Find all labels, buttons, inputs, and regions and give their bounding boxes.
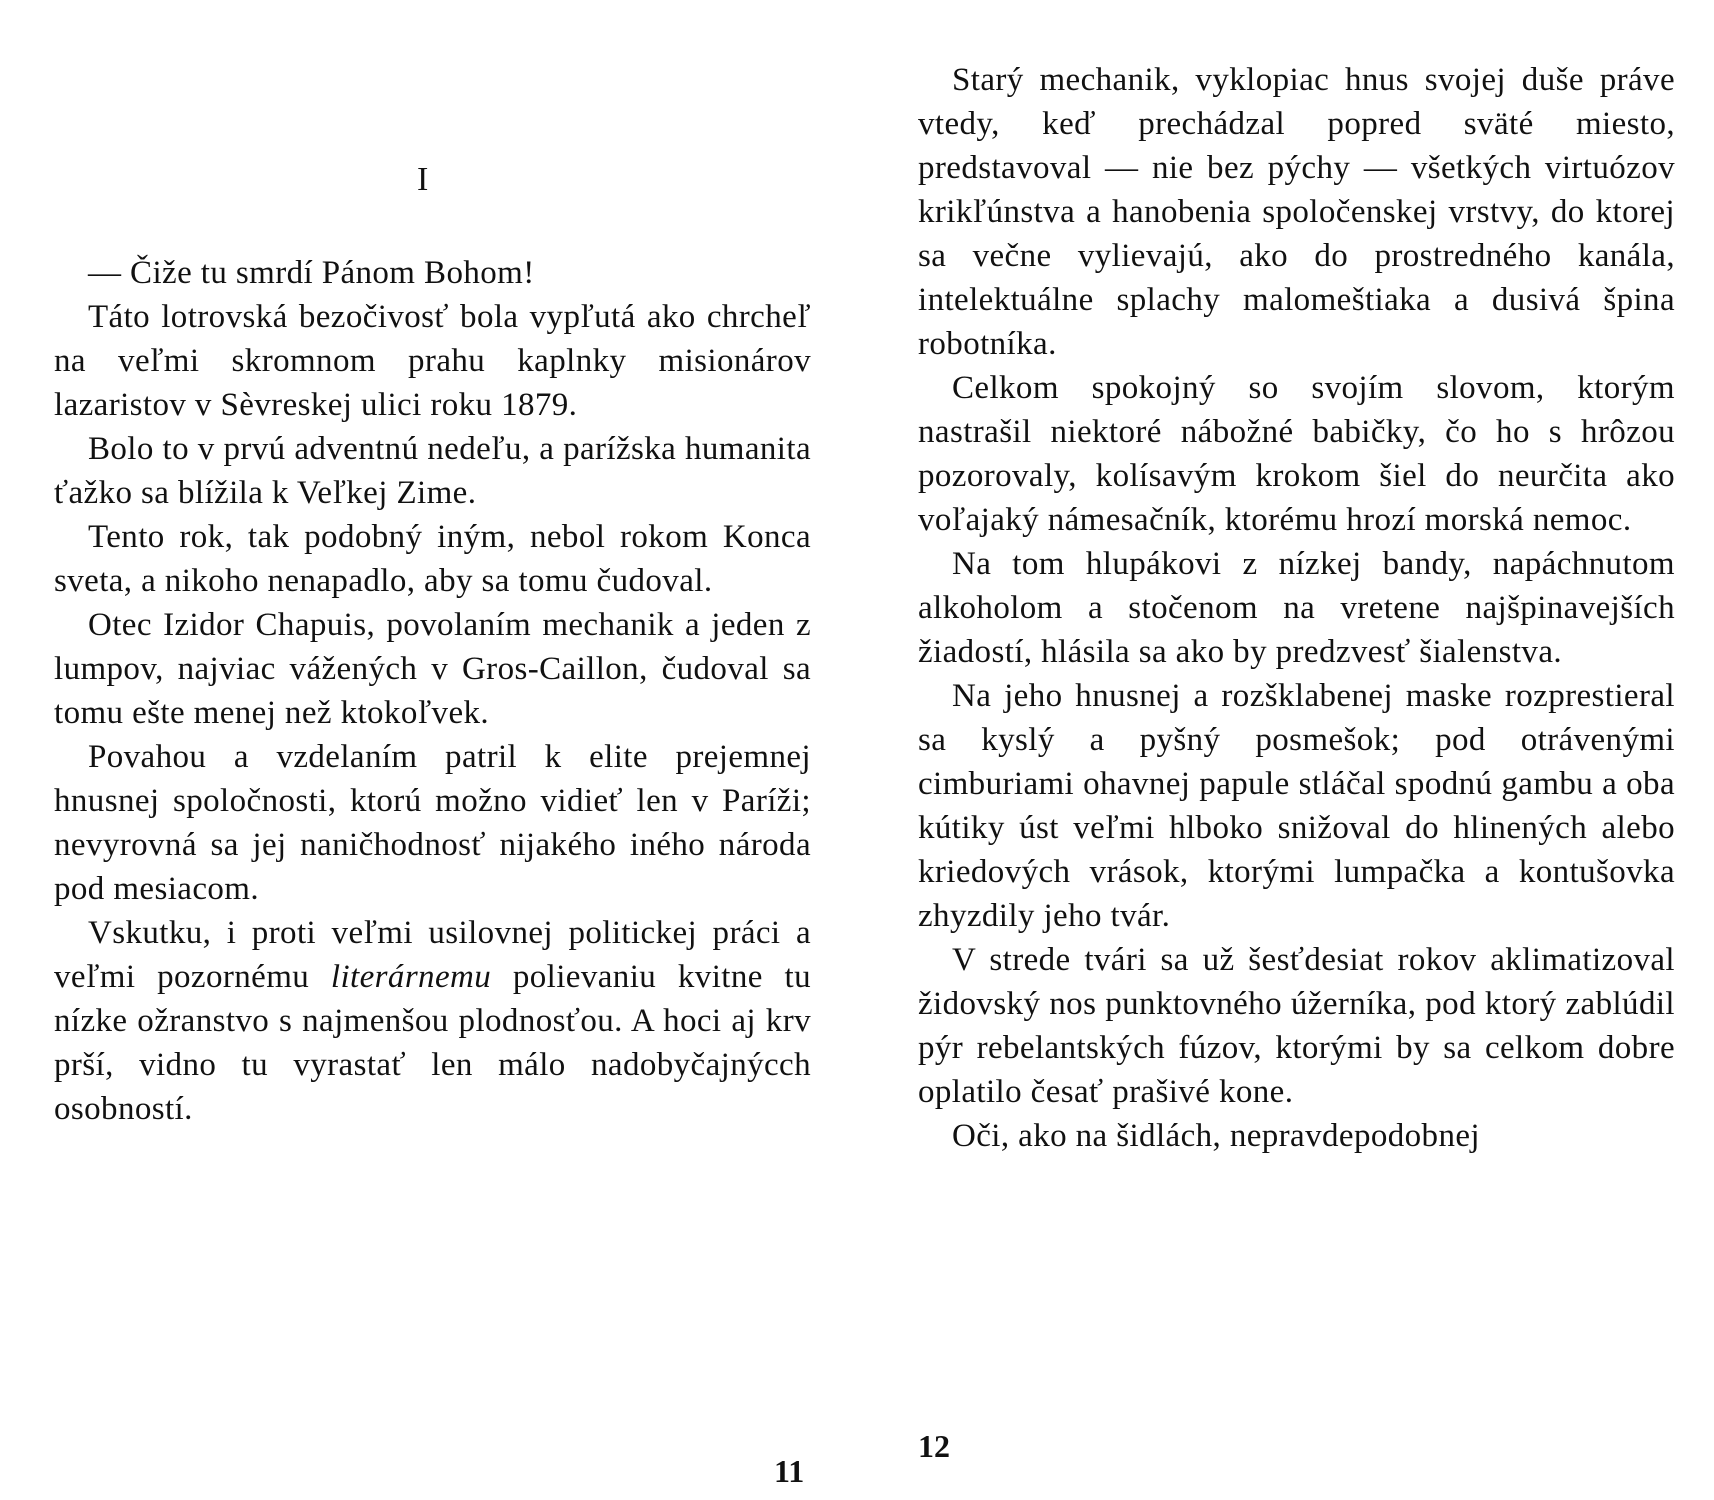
right-page-text xyxy=(918,58,1675,1158)
paragraph: V strede tvári sa už šesťdesiat rokov aklimatizoval židovský nos punktovného úžerníka, pod ktorý zablúdil pýr rebelantských fúzov, ktorými by sa celkom dobre oplatilo česať prašivé kone. xyxy=(918,942,1675,1110)
paragraph: Tento rok, tak podobný iným, nebol rokom Konca sveta, a nikoho nenapadlo, aby sa tomu čudoval. xyxy=(54,519,811,599)
paragraph-text: Vskutku, i proti veľmi usilovnej politickej práci a veľmi pozornému xyxy=(54,915,811,995)
page-number: 11 xyxy=(774,1453,805,1489)
paragraph: Táto lotrovská bezočivosť bola vypľutá ako chrcheľ na veľmi skromnom prahu kaplnky misionárov lazaristov v Sèvreskej ulici roku 1879. xyxy=(54,299,811,423)
paragraph: Bolo to v prvú adventnú nedeľu, a parížska humanita ťažko sa blížila k Veľkej Zime. xyxy=(54,431,811,511)
paragraph xyxy=(54,911,811,1131)
paragraph: Na jeho hnusnej a rozšklabenej maske rozprestieral sa kyslý a pyšný posmešok; pod otrávenými cimburiami ohavnej papule stláčal spodnú gambu a oba kútiky úst veľmi hlboko snižoval do hlinených alebo kriedových vrások, ktorými lumpačka a kontušovka zhyzdily jeho tvár. xyxy=(918,678,1675,934)
paragraph: — Čiže tu smrdí Pánom Bohom! xyxy=(88,255,535,291)
paragraph: Oči, ako na šidlách, nepravdepodobnej xyxy=(952,1118,1480,1154)
paragraph: Na tom hlupákovi z nízkej bandy, napáchnutom alkoholom a stočenom na vretene najšpinavejších žiadostí, hlásila sa ako by predzvesť šialenstva. xyxy=(918,546,1675,670)
paragraph: Otec Izidor Chapuis, povolaním mechanik a jeden z lumpov, najviac vážených v Gros-Caillon, čudoval sa tomu ešte menej než ktokoľvek. xyxy=(54,607,811,731)
paragraph-text: polievaniu kvitne tu nízke ožranstvo s najmenšou plodnosťou. A hoci aj krv prší, vidno tu vyrastať len málo nadobyčajnýcch osobností. xyxy=(54,959,811,1127)
page-number: 12 xyxy=(918,1428,950,1464)
paragraph: Celkom spokojný so svojím slovom, ktorým nastrašil niektoré nábožné babičky, čo ho s hrôzou pozorovaly, kolísavým krokom šiel do neurčita ako voľajaký námesačník, ktorému hrozí morská nemoc. xyxy=(918,370,1675,538)
chapter-number: I xyxy=(417,161,429,198)
italic-word: literárnemu xyxy=(330,959,492,995)
paragraph: Starý mechanik, vyklopiac hnus svojej duše práve vtedy, keď prechádzal popred sväté miesto, predstavoval — nie bez pýchy — všetkých virtuózov krikľúnstva a hanobenia spoločenskej vrstvy, do ktorej sa večne vylievajú, ako do prostredného kanála, intelektuálne splachy malomeštiaka a dusivá špina robotníka. xyxy=(918,62,1675,362)
paragraph: Povahou a vzdelaním patril k elite prejemnej hnusnej spoločnosti, ktorú možno vidieť len v Paríži; nevyrovná sa jej naničhodnosť nijakého iného národa pod mesiacom. xyxy=(54,739,811,907)
left-page-text xyxy=(54,251,811,1131)
